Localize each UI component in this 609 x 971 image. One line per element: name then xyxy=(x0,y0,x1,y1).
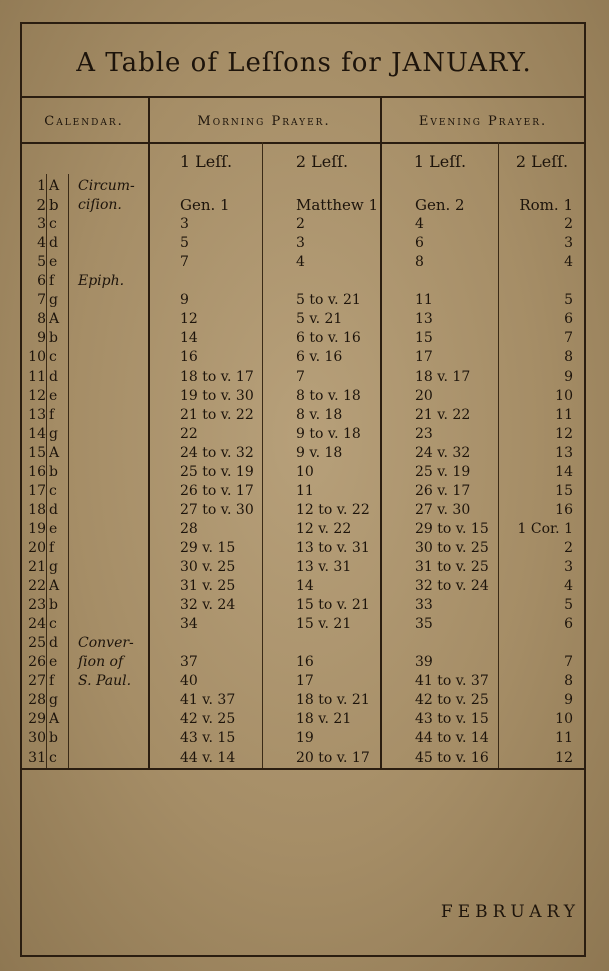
row-14-day: 14 xyxy=(28,425,46,442)
morning-prayer-header: Morning Prayer. xyxy=(197,114,331,129)
row-1-e1 xyxy=(415,176,515,196)
row-31-e1: 45 to v. 16 xyxy=(415,749,489,766)
row-6-m1 xyxy=(180,271,270,291)
evening-second-lesson-header: 2 Leſſ. xyxy=(515,152,569,171)
row-21-e2: 3 xyxy=(564,559,573,575)
row-3-e1: 4 xyxy=(415,216,424,233)
row-6-e2 xyxy=(505,271,573,291)
row-24-m2: 15 v. 21 xyxy=(296,616,352,633)
calendar-divider xyxy=(148,96,150,768)
row-29-e1: 43 to v. 15 xyxy=(415,711,489,728)
feast-note: Circum- xyxy=(78,178,135,194)
row-17-m2: 11 xyxy=(296,482,314,499)
row-12-e1: 20 xyxy=(415,387,433,404)
row-21-e1: 31 to v. 25 xyxy=(415,559,489,575)
row-28-letter: g xyxy=(49,692,58,709)
row-21-day: 21 xyxy=(28,559,46,575)
row-6-e1 xyxy=(415,271,515,291)
row-19-day: 19 xyxy=(28,520,46,537)
row-14-e1: 23 xyxy=(415,425,433,442)
row-21-m2: 13 v. 31 xyxy=(296,559,352,575)
row-10-e2: 8 xyxy=(564,349,573,366)
row-6-letter: f xyxy=(49,273,55,290)
row-17-e2: 15 xyxy=(555,482,573,499)
evening-prayer-header: Evening Prayer. xyxy=(418,114,548,129)
row-8-e2: 6 xyxy=(564,311,573,328)
row-30-m2: 19 xyxy=(296,730,314,747)
row-20-e1: 30 to v. 25 xyxy=(415,539,489,556)
row-21-m1: 30 v. 25 xyxy=(180,559,236,575)
row-13-m1: 21 to v. 22 xyxy=(180,406,254,423)
row-1-e2 xyxy=(505,176,573,196)
row-2-e1: Gen. 2 xyxy=(415,196,465,215)
catchword-footer: FEBRUARY xyxy=(440,902,580,922)
row-14-e2: 12 xyxy=(555,425,573,442)
row-18-m2: 12 to v. 22 xyxy=(296,501,370,518)
row-12-day: 12 xyxy=(28,387,46,404)
day-letter-divider xyxy=(46,174,47,768)
row-22-e1: 32 to v. 24 xyxy=(415,578,489,595)
row-16-e2: 14 xyxy=(555,463,573,480)
row-29-letter: A xyxy=(49,711,60,728)
row-20-e2: 2 xyxy=(564,539,573,556)
row-6-m2 xyxy=(296,271,391,291)
row-17-day: 17 xyxy=(28,482,46,499)
row-14-letter: g xyxy=(49,425,58,442)
row-30-day: 30 xyxy=(28,730,46,747)
row-7-letter: g xyxy=(49,292,58,309)
row-29-day: 29 xyxy=(28,711,46,728)
row-27-m1: 40 xyxy=(180,673,198,690)
row-29-m1: 42 v. 25 xyxy=(180,711,236,728)
row-29-e2: 10 xyxy=(555,711,573,728)
row-20-day: 20 xyxy=(28,539,46,556)
row-5-e2: 4 xyxy=(564,254,573,271)
row-19-m1: 28 xyxy=(180,520,198,537)
row-15-m2: 9 v. 18 xyxy=(296,444,343,461)
feast-note: ciſion. xyxy=(78,197,122,214)
row-31-day: 31 xyxy=(28,749,46,766)
row-1-letter: A xyxy=(49,178,60,194)
row-9-letter: b xyxy=(49,330,58,347)
row-26-e2: 7 xyxy=(564,654,573,671)
row-9-e2: 7 xyxy=(564,330,573,347)
row-14-m2: 9 to v. 18 xyxy=(296,425,361,442)
row-18-e1: 27 v. 30 xyxy=(415,501,471,518)
row-25-m1 xyxy=(180,633,270,653)
row-9-e1: 15 xyxy=(415,330,433,347)
row-2-letter: b xyxy=(49,196,59,215)
row-30-letter: b xyxy=(49,730,58,747)
row-19-e2: 1 Cor. 1 xyxy=(517,520,573,537)
row-7-m2: 5 to v. 21 xyxy=(296,292,361,309)
row-30-e1: 44 to v. 14 xyxy=(415,730,489,747)
row-20-m1: 29 v. 15 xyxy=(180,539,236,556)
row-3-letter: c xyxy=(49,216,57,233)
row-26-day: 26 xyxy=(28,654,46,671)
table-bottom-rule xyxy=(20,768,586,770)
calendar-header: Calendar. xyxy=(44,114,124,129)
row-22-e2: 4 xyxy=(564,578,573,595)
row-23-e2: 5 xyxy=(564,597,573,614)
row-2-m1: Gen. 1 xyxy=(180,196,230,215)
feast-note: S. Paul. xyxy=(78,673,132,690)
row-28-e1: 42 to v. 25 xyxy=(415,692,489,709)
row-27-e2: 8 xyxy=(564,673,573,690)
row-31-m2: 20 to v. 17 xyxy=(296,749,370,766)
row-23-m1: 32 v. 24 xyxy=(180,597,236,614)
evening-first-lesson-header: 1 Leſſ. xyxy=(413,152,467,171)
row-4-e2: 3 xyxy=(564,235,573,252)
row-8-day: 8 xyxy=(37,311,46,328)
row-10-e1: 17 xyxy=(415,349,433,366)
row-29-m2: 18 v. 21 xyxy=(296,711,352,728)
row-12-e2: 10 xyxy=(555,387,573,404)
row-25-letter: d xyxy=(49,635,58,652)
row-23-letter: b xyxy=(49,597,58,614)
row-3-m2: 2 xyxy=(296,216,305,233)
row-15-e1: 24 v. 32 xyxy=(415,444,471,461)
row-16-letter: b xyxy=(49,463,58,480)
row-11-e1: 18 v. 17 xyxy=(415,368,471,385)
row-3-m1: 3 xyxy=(180,216,189,233)
row-3-e2: 2 xyxy=(564,216,573,233)
row-16-m2: 10 xyxy=(296,463,314,480)
row-17-e1: 26 v. 17 xyxy=(415,482,471,499)
row-15-e2: 13 xyxy=(555,444,573,461)
row-7-e2: 5 xyxy=(564,292,573,309)
row-22-m1: 31 v. 25 xyxy=(180,578,236,595)
title-rule xyxy=(20,96,586,98)
row-2-e2: Rom. 1 xyxy=(519,196,573,215)
row-11-day: 11 xyxy=(28,368,46,385)
row-4-m2: 3 xyxy=(296,235,305,252)
row-21-letter: g xyxy=(49,559,58,575)
row-4-day: 4 xyxy=(37,235,46,252)
row-1-m1 xyxy=(180,176,270,196)
row-27-letter: f xyxy=(49,673,55,690)
row-13-day: 13 xyxy=(28,406,46,423)
row-5-m1: 7 xyxy=(180,254,189,271)
row-25-e2 xyxy=(505,633,573,653)
row-24-e2: 6 xyxy=(564,616,573,633)
row-16-e1: 25 v. 19 xyxy=(415,463,471,480)
row-4-letter: d xyxy=(49,235,58,252)
row-7-e1: 11 xyxy=(415,292,433,309)
row-25-m2 xyxy=(296,633,391,653)
row-31-m1: 44 v. 14 xyxy=(180,749,236,766)
row-19-m2: 12 v. 22 xyxy=(296,520,352,537)
row-20-m2: 13 to v. 31 xyxy=(296,539,370,556)
row-13-m2: 8 v. 18 xyxy=(296,406,343,423)
row-18-e2: 16 xyxy=(555,501,573,518)
row-11-m2: 7 xyxy=(296,368,305,385)
row-8-e1: 13 xyxy=(415,311,433,328)
feast-note: Epiph. xyxy=(78,273,125,290)
row-13-e2: 11 xyxy=(555,406,573,423)
row-16-day: 16 xyxy=(28,463,46,480)
row-23-m2: 15 to v. 21 xyxy=(296,597,370,614)
row-16-m1: 25 to v. 19 xyxy=(180,463,254,480)
morning-first-lesson-header: 1 Leſſ. xyxy=(179,152,233,171)
row-18-day: 18 xyxy=(28,501,46,518)
header-rule xyxy=(20,142,586,144)
row-25-day: 25 xyxy=(28,635,46,652)
row-10-m2: 6 v. 16 xyxy=(296,349,343,366)
row-26-letter: e xyxy=(49,654,58,671)
row-2-day: 2 xyxy=(36,196,46,215)
row-12-m2: 8 to v. 18 xyxy=(296,387,361,404)
row-13-e1: 21 v. 22 xyxy=(415,406,471,423)
row-15-m1: 24 to v. 32 xyxy=(180,444,254,461)
row-28-m1: 41 v. 37 xyxy=(180,692,236,709)
row-24-m1: 34 xyxy=(180,616,198,633)
row-28-day: 28 xyxy=(28,692,46,709)
row-22-m2: 14 xyxy=(296,578,314,595)
row-15-letter: A xyxy=(49,444,60,461)
row-30-e2: 11 xyxy=(555,730,573,747)
row-22-day: 22 xyxy=(28,578,46,595)
row-17-letter: c xyxy=(49,482,57,499)
row-28-e2: 9 xyxy=(564,692,573,709)
row-11-e2: 9 xyxy=(564,368,573,385)
row-5-day: 5 xyxy=(37,254,46,271)
row-20-letter: f xyxy=(49,539,55,556)
row-26-e1: 39 xyxy=(415,654,433,671)
row-8-m2: 5 v. 21 xyxy=(296,311,343,328)
row-27-day: 27 xyxy=(28,673,46,690)
row-10-m1: 16 xyxy=(180,349,198,366)
row-7-m1: 9 xyxy=(180,292,189,309)
row-31-letter: c xyxy=(49,749,57,766)
row-10-letter: c xyxy=(49,349,57,366)
row-11-m1: 18 to v. 17 xyxy=(180,368,254,385)
row-11-letter: d xyxy=(49,368,58,385)
row-26-m1: 37 xyxy=(180,654,198,671)
row-2-m2: Matthew 1 xyxy=(296,196,379,215)
row-25-e1 xyxy=(415,633,515,653)
row-17-m1: 26 to v. 17 xyxy=(180,482,254,499)
row-24-letter: c xyxy=(49,616,57,633)
row-19-letter: e xyxy=(49,520,58,537)
row-23-e1: 33 xyxy=(415,597,433,614)
row-4-m1: 5 xyxy=(180,235,189,252)
row-9-m1: 14 xyxy=(180,330,198,347)
row-19-e1: 29 to v. 15 xyxy=(415,520,489,537)
row-9-day: 9 xyxy=(37,330,46,347)
row-12-m1: 19 to v. 30 xyxy=(180,387,254,404)
row-23-day: 23 xyxy=(28,597,46,614)
page-title: A Table of Leſſons for JANUARY. xyxy=(76,48,532,78)
feast-note: Conver- xyxy=(78,635,134,652)
row-31-e2: 12 xyxy=(555,749,573,766)
row-10-day: 10 xyxy=(28,349,46,366)
row-14-m1: 22 xyxy=(180,425,198,442)
row-1-m2 xyxy=(296,176,391,196)
morning-second-lesson-header: 2 Leſſ. xyxy=(295,152,349,171)
row-12-letter: e xyxy=(49,387,58,404)
row-5-m2: 4 xyxy=(296,254,305,271)
row-30-m1: 43 v. 15 xyxy=(180,730,236,747)
row-9-m2: 6 to v. 16 xyxy=(296,330,361,347)
row-8-m1: 12 xyxy=(180,311,198,328)
row-28-m2: 18 to v. 21 xyxy=(296,692,370,709)
row-3-day: 3 xyxy=(37,216,46,233)
row-6-day: 6 xyxy=(37,273,46,290)
row-15-day: 15 xyxy=(28,444,46,461)
row-24-day: 24 xyxy=(28,616,46,633)
row-5-e1: 8 xyxy=(415,254,424,271)
row-18-m1: 27 to v. 30 xyxy=(180,501,254,518)
row-18-letter: d xyxy=(49,501,58,518)
row-27-e1: 41 to v. 37 xyxy=(415,673,489,690)
row-7-day: 7 xyxy=(37,292,46,309)
row-26-m2: 16 xyxy=(296,654,314,671)
row-22-letter: A xyxy=(49,578,60,595)
feast-note: ſion of xyxy=(78,654,124,671)
row-27-m2: 17 xyxy=(296,673,314,690)
row-13-letter: f xyxy=(49,406,55,423)
row-5-letter: e xyxy=(49,254,58,271)
row-1-day: 1 xyxy=(37,178,46,194)
row-24-e1: 35 xyxy=(415,616,433,633)
row-8-letter: A xyxy=(49,311,60,328)
row-4-e1: 6 xyxy=(415,235,424,252)
